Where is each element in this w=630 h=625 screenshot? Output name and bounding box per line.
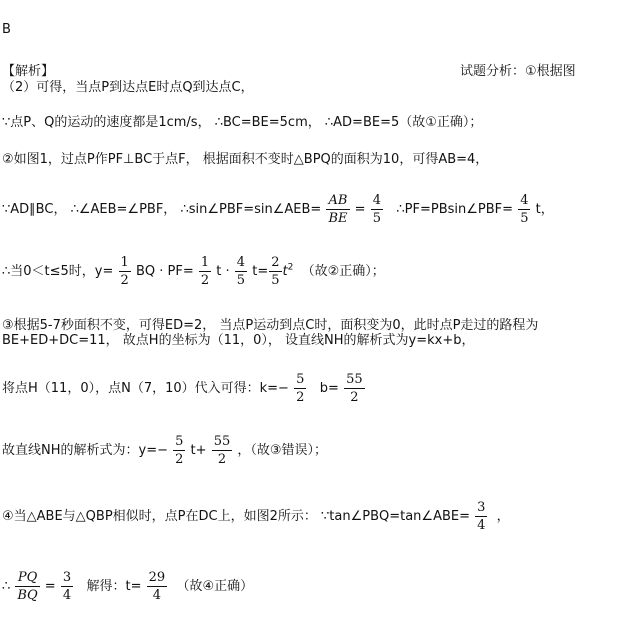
fraction-denominator: BE: [328, 211, 348, 226]
fraction-55-2: [344, 371, 365, 406]
answer-letter: B: [2, 22, 11, 37]
fraction-3-4: [475, 499, 487, 534]
equals-sign: =: [354, 202, 366, 217]
fraction-denominator: 4: [477, 518, 486, 533]
line-5-text-c: t ·: [216, 264, 230, 279]
line-4-text-b: ∴PF=PBsin∠PBF=: [396, 202, 514, 217]
fraction-denominator: 2: [120, 273, 129, 288]
fraction-numerator: 29: [148, 570, 166, 585]
fraction-ab-be: [326, 192, 349, 227]
fraction-numerator: 1: [200, 255, 210, 270]
fraction-denominator: 2: [200, 273, 210, 288]
line-5-text-b: BQ · PF=: [135, 264, 194, 279]
line-8: [2, 371, 366, 406]
fraction-pq-bq: [15, 569, 39, 604]
fraction-2-5: [269, 254, 281, 289]
fraction-3-4: [61, 569, 73, 604]
line-10: [2, 499, 510, 534]
line-3: ②如图1，过点P作PF⊥BC于点F， 根据面积不变时△BPQ的面积为10，可得AB=4，: [2, 152, 489, 167]
line-11-text-b: 解得：t=: [86, 579, 142, 594]
fraction-denominator: 5: [271, 273, 280, 288]
analysis-header: [2, 64, 622, 80]
analysis-label: 【解析】: [2, 64, 55, 79]
fraction-4-5: [371, 192, 383, 227]
line-11: [2, 569, 253, 604]
fraction-5-2: [173, 433, 185, 468]
fraction-numerator: 4: [520, 193, 529, 208]
line-4: [2, 192, 554, 227]
fraction-numerator: 1: [120, 255, 129, 270]
fraction-numerator: 4: [372, 193, 381, 208]
fraction-numerator: AB: [326, 192, 349, 210]
fraction-denominator: 2: [217, 452, 227, 467]
fraction-4-5-b: [518, 192, 530, 227]
fraction-55-2: [212, 433, 233, 468]
line-9-text-a: 故直线NH的解析式为：y=−: [2, 443, 168, 458]
fraction-denominator: 5: [372, 211, 381, 226]
analysis-right-text: 试题分析：①根据图: [460, 64, 576, 79]
fraction-numerator: 55: [213, 434, 231, 449]
fraction-numerator: 3: [477, 500, 486, 515]
line-5-text-a: ∴当0＜t≤5时，y=: [2, 264, 114, 279]
equals-sign: =: [44, 579, 56, 594]
line-8-text-b: b=: [319, 381, 339, 396]
line-11-text-a: ∴: [2, 579, 11, 594]
variable-t: t: [282, 264, 288, 279]
fraction-denominator: 4: [62, 588, 72, 603]
fraction-denominator: 2: [296, 390, 305, 405]
line-5: [2, 254, 385, 289]
line-7: BE+ED+DC=11， 故点H的坐标为（11，0）， 设直线NH的解析式为y=kx+b，: [2, 333, 475, 348]
fraction-numerator: 5: [175, 434, 184, 449]
line-5-text-d: t=: [252, 264, 269, 279]
fraction-numerator: 5: [296, 372, 305, 387]
line-10-text-b: ，: [496, 509, 510, 524]
fraction-numerator: 4: [236, 255, 246, 270]
fraction-4-5: [235, 254, 247, 289]
fraction-denominator: 2: [350, 390, 359, 405]
fraction-numerator: 55: [346, 372, 363, 387]
fraction-numerator: 2: [271, 255, 280, 270]
line-2: ∵点P、Q的运动的速度都是1cm/s， ∴BC=BE=5cm， ∴AD=BE=5（故①正确）；: [2, 115, 483, 130]
fraction-denominator: 5: [236, 273, 246, 288]
line-9-text-b: t+: [190, 443, 207, 458]
line-4-text-a: ∵AD∥BC， ∴∠AEB=∠PBF， ∴sin∠PBF=sin∠AEB=: [2, 202, 322, 217]
line-9-text-c: ，（故③错误）；: [237, 443, 328, 458]
line-10-text-a: ④当△ABE与△QBP相似时，点P在DC上，如图2所示： ∵tan∠PBQ=tan∠ABE=: [2, 509, 470, 524]
fraction-29-4: [147, 569, 168, 604]
line-1: （2）可得，当点P到达点E时点Q到达点C，: [2, 80, 254, 95]
line-9: [2, 433, 327, 468]
fraction-numerator: PQ: [15, 569, 39, 587]
line-5-text-e: （故②正确）；: [301, 264, 385, 279]
line-6: ③根据5-7秒面积不变，可得ED=2， 当点P运动到点C时，面积变为0，此时点P走过的路程为: [2, 318, 539, 333]
fraction-denominator: 2: [175, 452, 184, 467]
fraction-1-2: [119, 254, 131, 289]
fraction-numerator: 3: [62, 570, 72, 585]
fraction-denominator: 4: [152, 588, 162, 603]
fraction-5-2: [294, 371, 306, 406]
line-11-text-c: （故④正确）: [176, 579, 254, 594]
line-4-text-c: t，: [535, 202, 554, 217]
fraction-1-2-b: [199, 254, 211, 289]
exponent: 2: [287, 262, 294, 273]
line-8-text-a: 将点H（11，0），点N（7，10）代入可得：k=−: [2, 381, 289, 396]
fraction-denominator: 5: [520, 211, 529, 226]
fraction-denominator: BQ: [17, 588, 38, 603]
